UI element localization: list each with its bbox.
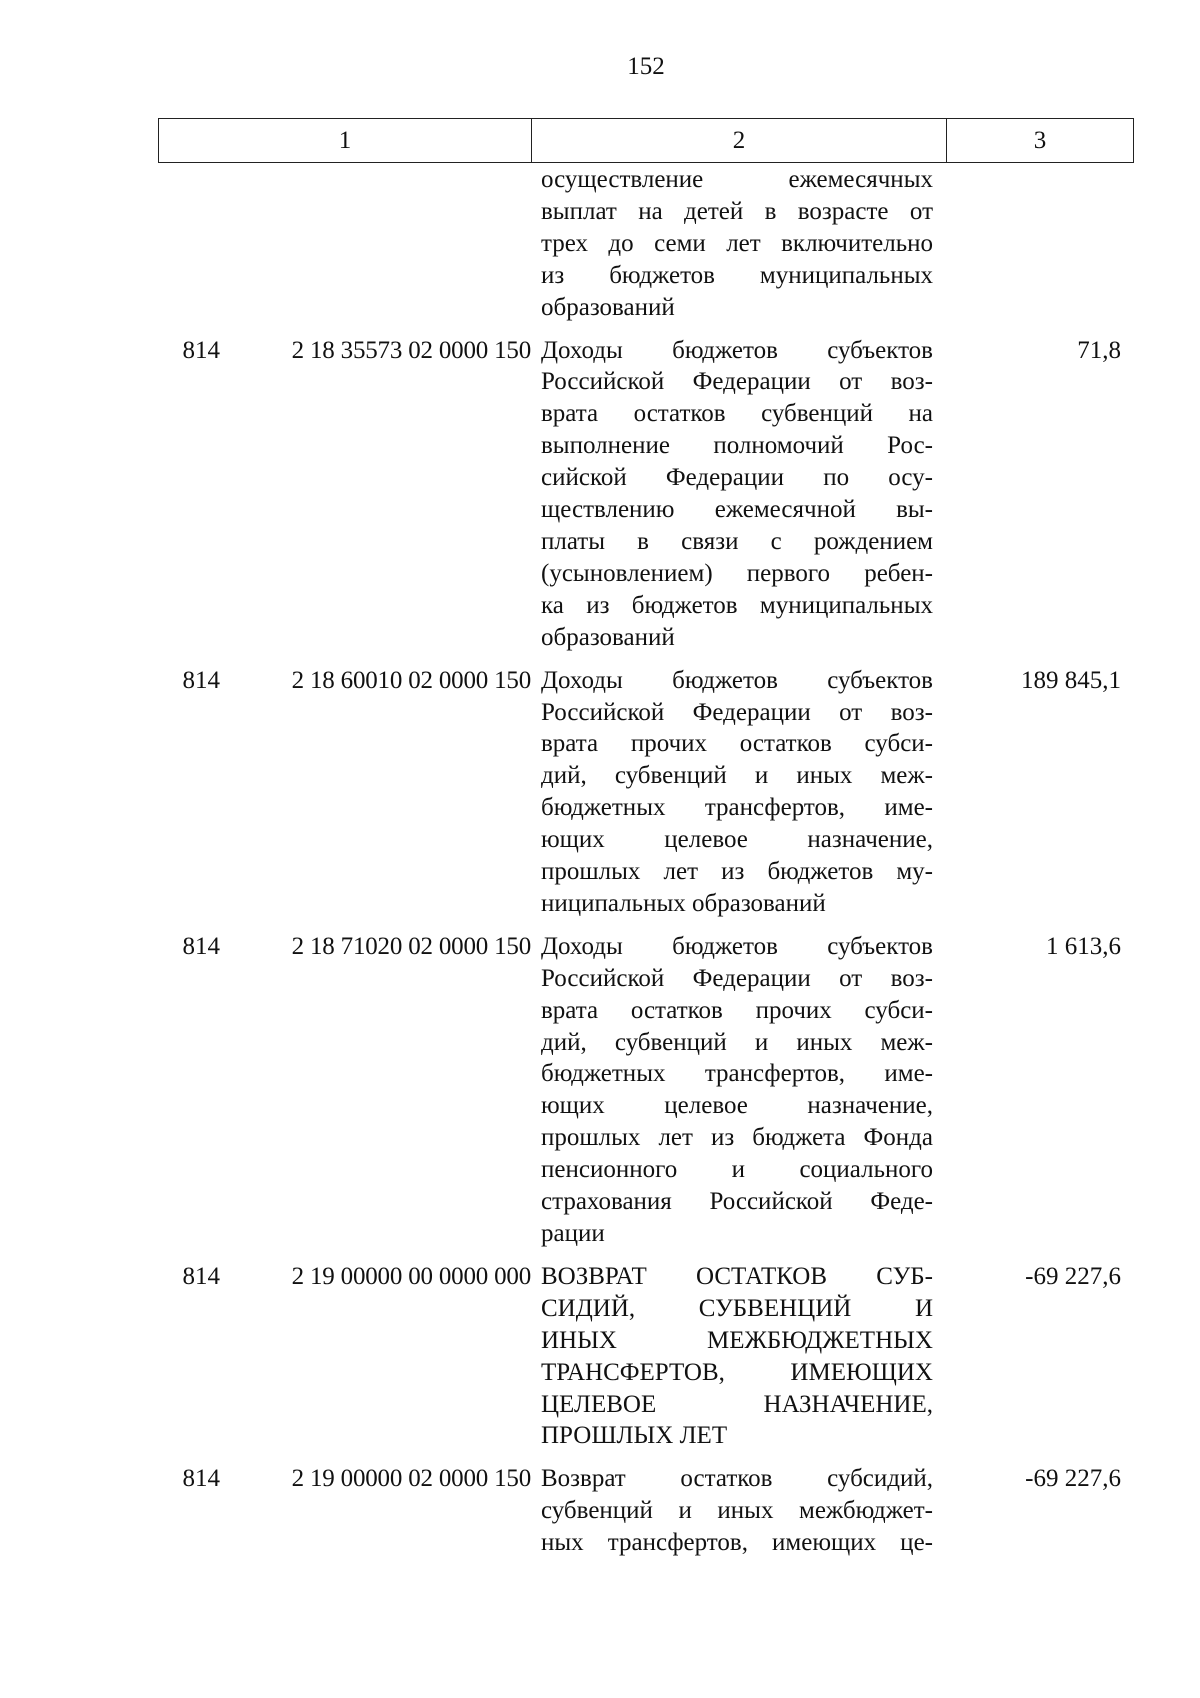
name-line: бюджетных трансфертов, име- <box>541 1060 933 1088</box>
page-number: 152 <box>627 53 665 80</box>
name-line: ниципальных образований <box>541 889 826 917</box>
name-line: ществлению ежемесячной вы- <box>541 496 933 524</box>
name-line: Доходы бюджетов субъектов <box>541 932 933 960</box>
name-line: бюджетных трансфертов, име- <box>541 794 933 822</box>
name-line: прошлых лет из бюджетов му- <box>541 858 933 886</box>
header-col-2: 2 <box>532 119 947 162</box>
continuation-row <box>541 164 933 324</box>
admin-code: 814 <box>182 1465 220 1493</box>
name-line: пенсионного и социального <box>541 1156 933 1184</box>
name-line: ных трансфертов, имеющих це- <box>541 1529 933 1557</box>
name-line: врата остатков субвенций на <box>541 400 933 428</box>
name-line: образований <box>541 623 675 651</box>
table-row <box>158 335 1134 654</box>
amount-value: 1 613,6 <box>1046 932 1121 960</box>
name-line: Доходы бюджетов субъектов <box>541 336 933 364</box>
name-line: Российской Федерации от воз- <box>541 368 933 396</box>
table-row <box>158 665 1134 920</box>
amount-value: -69 227,6 <box>1025 1465 1121 1493</box>
name-line: ка из бюджетов муниципальных <box>541 591 933 619</box>
table-body <box>158 164 1134 1559</box>
name-line: Возврат остатков субсидий, <box>541 1465 933 1493</box>
budget-classification-code: 2 18 71020 02 0000 150 <box>291 932 531 960</box>
name-line: образований <box>541 293 675 321</box>
name-line: Доходы бюджетов субъектов <box>541 666 933 694</box>
name-line: ющих целевое назначение, <box>541 826 933 854</box>
name-line: осуществление ежемесячных <box>541 166 933 193</box>
name-line: страхования Российской Феде- <box>541 1188 933 1216</box>
budget-classification-code: 2 18 60010 02 0000 150 <box>291 666 531 694</box>
income-name <box>541 1261 933 1452</box>
name-line: субвенций и иных межбюджет- <box>541 1497 933 1525</box>
table-row <box>158 931 1134 1250</box>
name-line: (усыновлением) первого ребен- <box>541 559 933 587</box>
name-line: ВОЗВРАТ ОСТАТКОВ СУБ- <box>541 1262 933 1290</box>
name-line: Российской Федерации от воз- <box>541 698 933 726</box>
table-row <box>158 1261 1134 1452</box>
name-line: трех до семи лет включительно <box>541 229 933 257</box>
name-line: дий, субвенций и иных меж- <box>541 1028 933 1056</box>
header-col-3: 3 <box>1033 126 1047 154</box>
name-line: Российской Федерации от воз- <box>541 964 933 992</box>
admin-code: 814 <box>182 932 220 960</box>
name-line: прошлых лет из бюджета Фонда <box>541 1124 933 1152</box>
header-col-1: 1 <box>159 119 532 162</box>
name-line: ИНЫХ МЕЖБЮДЖЕТНЫХ <box>541 1326 933 1354</box>
name-line: врата остатков прочих субси- <box>541 996 933 1024</box>
name-line: дий, субвенций и иных меж- <box>541 762 933 790</box>
amount-value: 71,8 <box>1077 336 1121 364</box>
budget-classification-code: 2 19 00000 02 0000 150 <box>291 1465 531 1493</box>
budget-classification-code: 2 19 00000 00 0000 000 <box>291 1262 531 1290</box>
amount-value: 189 845,1 <box>1021 666 1121 694</box>
table-header <box>158 118 1134 163</box>
name-line: из бюджетов муниципальных <box>541 261 933 289</box>
admin-code: 814 <box>182 336 220 364</box>
admin-code: 814 <box>182 666 220 694</box>
table-row <box>158 1463 1134 1559</box>
income-name <box>541 931 933 1250</box>
name-line: врата прочих остатков субси- <box>541 730 933 758</box>
name-line: выполнение полномочий Рос- <box>541 432 933 460</box>
name-line: ЦЕЛЕВОЕ НАЗНАЧЕНИЕ, <box>541 1390 933 1418</box>
income-name <box>541 665 933 920</box>
admin-code: 814 <box>182 1262 220 1290</box>
name-line: ющих целевое назначение, <box>541 1092 933 1120</box>
name-line: платы в связи с рождением <box>541 527 933 555</box>
name-line: СИДИЙ, СУБВЕНЦИЙ И <box>541 1294 933 1322</box>
name-line: рации <box>541 1220 605 1247</box>
income-name <box>541 1463 933 1559</box>
name-line: выплат на детей в возрасте от <box>541 197 933 225</box>
name-line: ТРАНСФЕРТОВ, ИМЕЮЩИХ <box>541 1358 933 1386</box>
income-name <box>541 335 933 654</box>
budget-classification-code: 2 18 35573 02 0000 150 <box>291 336 531 364</box>
name-line: ПРОШЛЫХ ЛЕТ <box>541 1422 728 1450</box>
amount-value: -69 227,6 <box>1025 1262 1121 1290</box>
name-line: сийской Федерации по осу- <box>541 464 933 492</box>
